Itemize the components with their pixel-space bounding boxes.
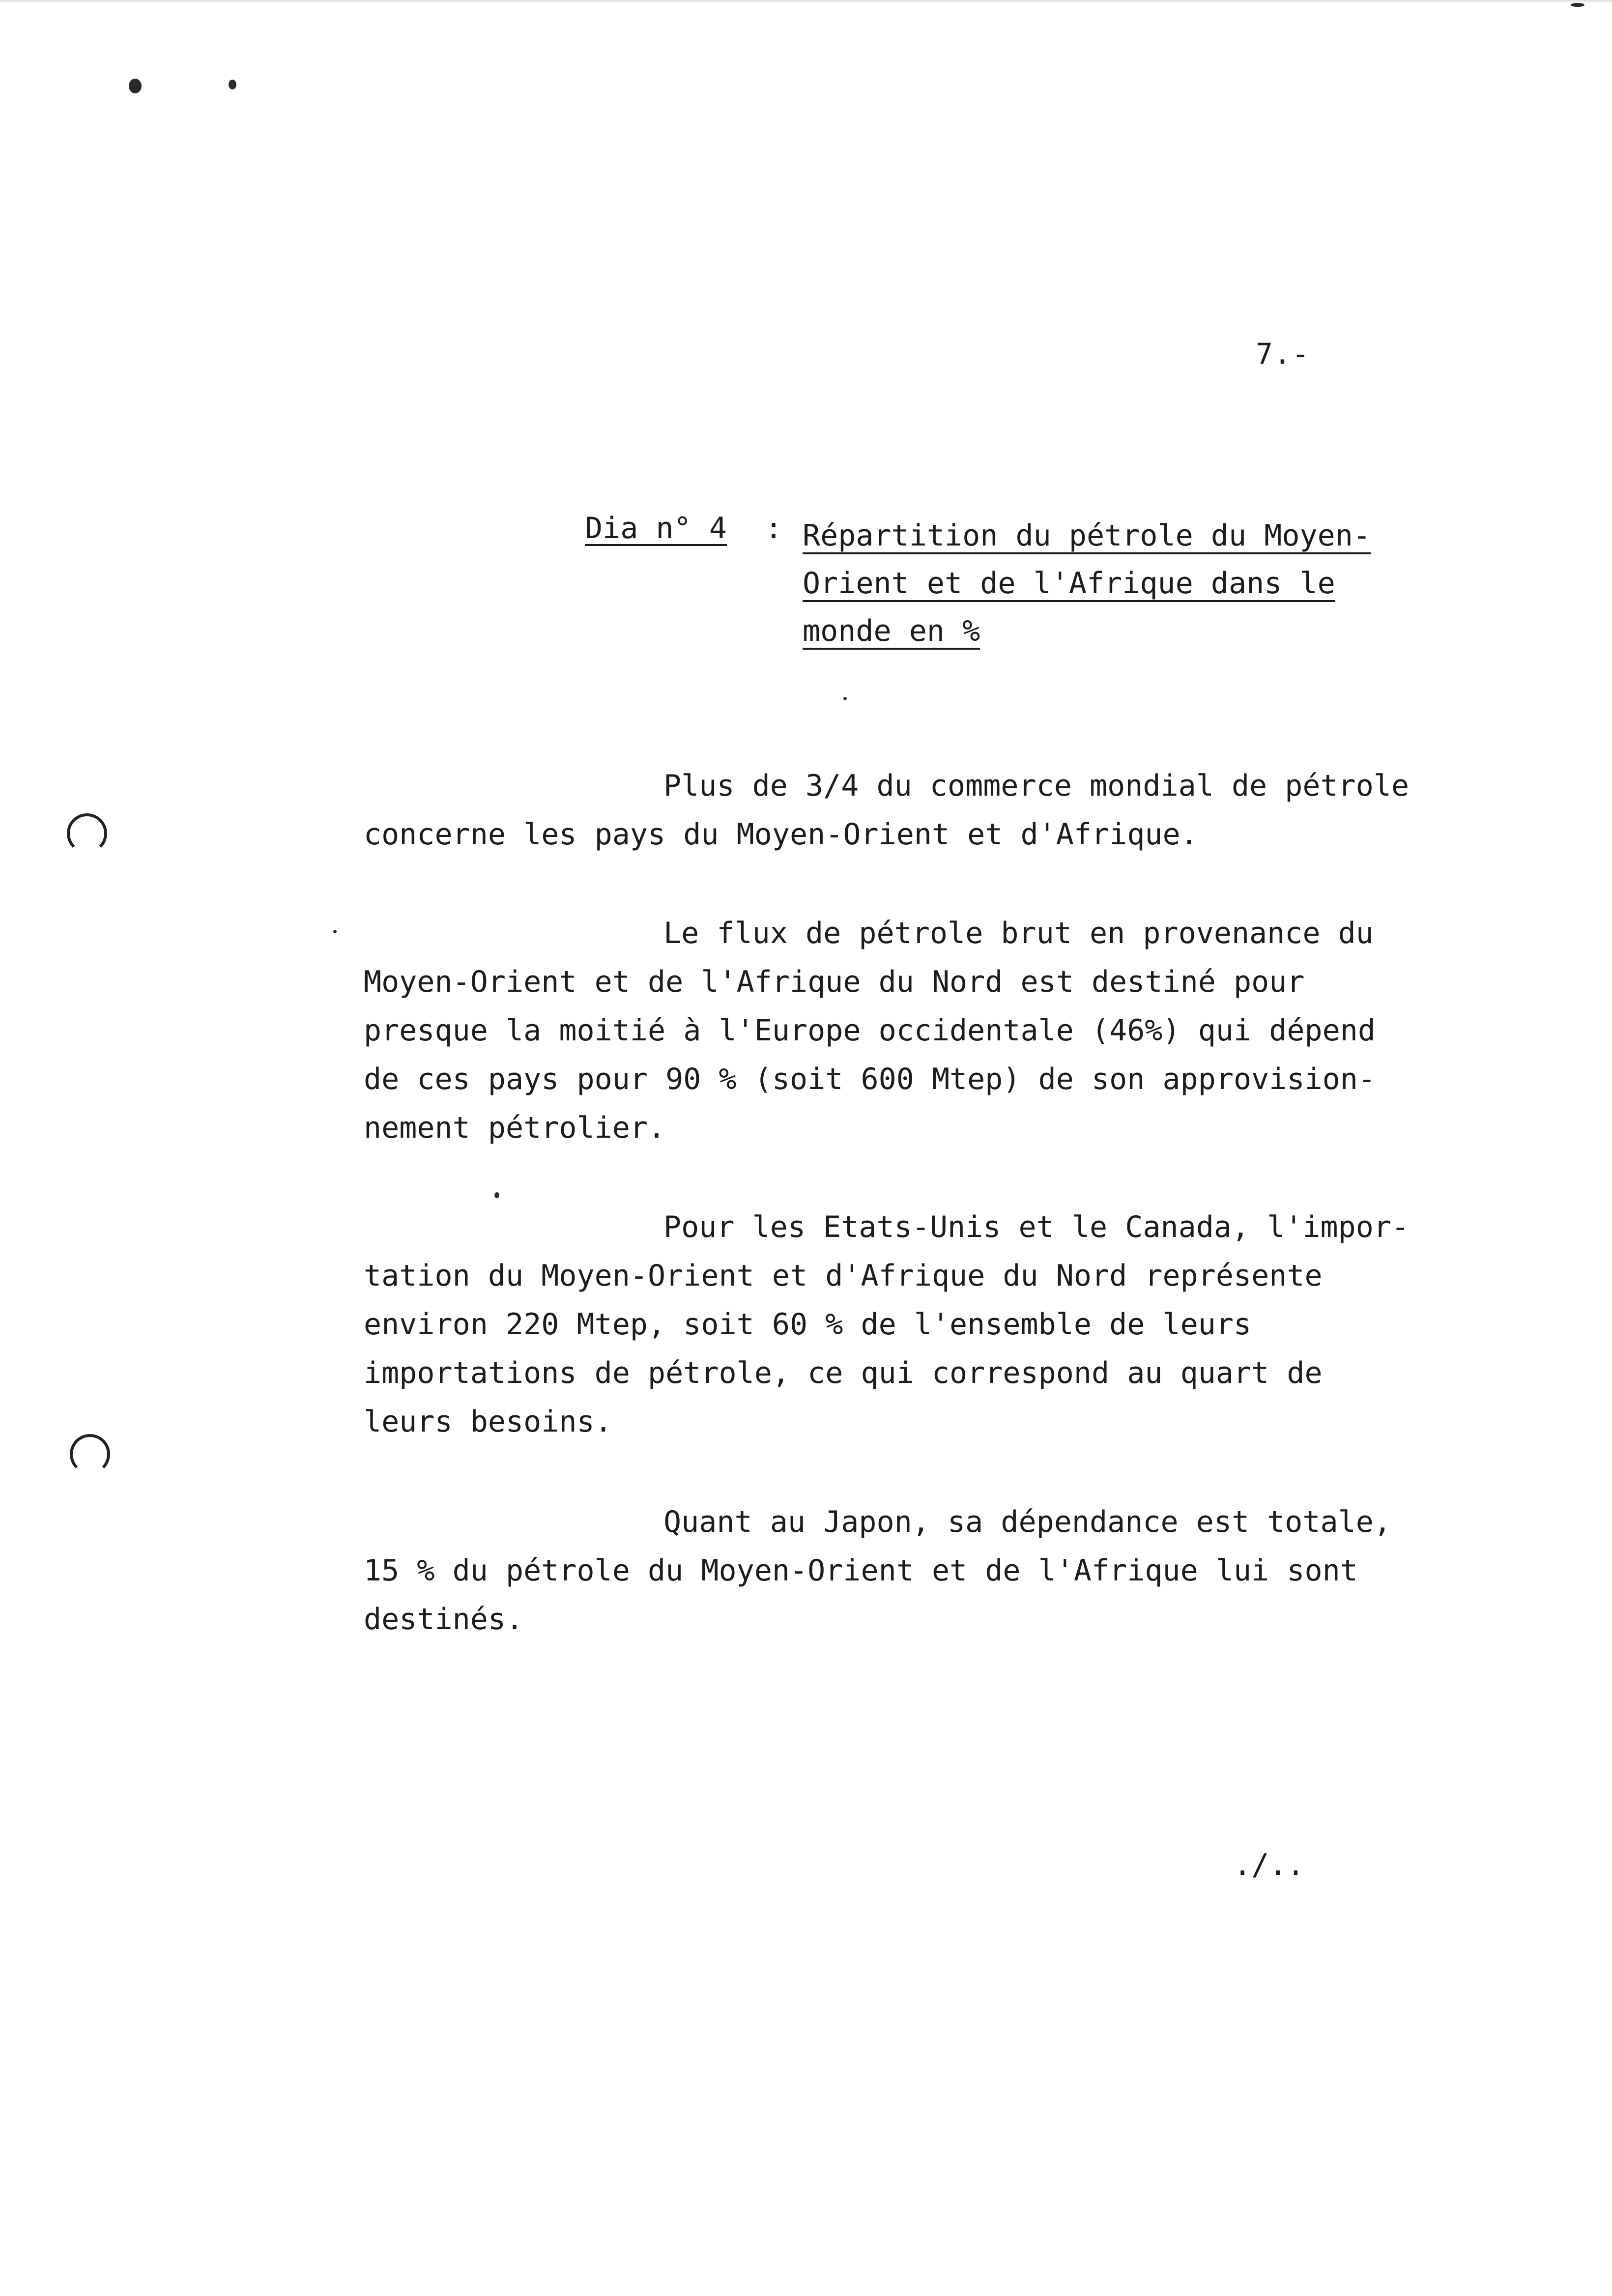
- paragraph-line: Pour les Etats-Unis et le Canada, l'impor-: [663, 1210, 1410, 1244]
- paragraph-line: leurs besoins.: [364, 1405, 612, 1439]
- paragraph-line: Moyen-Orient et de l'Afrique du Nord est destiné pour: [364, 965, 1305, 999]
- scan-top-edge: [0, 0, 1612, 3]
- paragraph: [364, 1203, 1524, 1446]
- continuation-mark: ./..: [1234, 1848, 1305, 1882]
- paragraph-line: concerne les pays du Moyen-Orient et d'Afrique.: [364, 817, 1198, 852]
- paragraph-line: Plus de 3/4 du commerce mondial de pétrole: [663, 769, 1410, 803]
- paragraph: [364, 762, 1524, 859]
- paragraph-line: nement pétrolier.: [364, 1111, 666, 1145]
- dia-title-line: Orient et de l'Afrique dans le: [803, 566, 1335, 601]
- dia-label: Dia n° 4: [585, 511, 727, 545]
- paragraph-line: Quant au Japon, sa dépendance est totale,: [663, 1505, 1392, 1539]
- dia-separator: :: [765, 511, 783, 545]
- scan-speck: [229, 80, 236, 89]
- paragraph-line: destinés.: [364, 1602, 524, 1636]
- paragraph-line: tation du Moyen-Orient et d'Afrique du Nord représente: [364, 1259, 1323, 1293]
- scan-speck: [129, 79, 142, 93]
- page-number: 7.-: [1256, 337, 1310, 371]
- paragraph: [364, 1498, 1524, 1644]
- dia-title-line: Répartition du pétrole du Moyen-: [803, 518, 1371, 553]
- paragraph-line: 15 % du pétrole du Moyen-Orient et de l'Afrique lui sont: [364, 1553, 1358, 1588]
- dia-title-line: monde en %: [803, 614, 980, 648]
- scan-speck: [333, 930, 337, 933]
- paragraph-line: importations de pétrole, ce qui correspond au quart de: [364, 1356, 1323, 1390]
- binder-hole-mark: [67, 813, 107, 854]
- scan-speck: [494, 1192, 499, 1198]
- paragraph-line: presque la moitié à l'Europe occidentale (46%) qui dépend: [364, 1013, 1376, 1048]
- dia-title: [803, 512, 1371, 655]
- binder-hole-mark: [70, 1434, 110, 1474]
- scan-speck: [843, 697, 847, 700]
- paragraph-line: Le flux de pétrole brut en provenance du: [663, 916, 1374, 950]
- paragraph-line: environ 220 Mtep, soit 60 % de l'ensemble de leurs: [364, 1307, 1252, 1342]
- scan-speck: [1571, 3, 1584, 7]
- paragraph-line: de ces pays pour 90 % (soit 600 Mtep) de son approvision-: [364, 1062, 1376, 1096]
- paragraph: [364, 909, 1524, 1152]
